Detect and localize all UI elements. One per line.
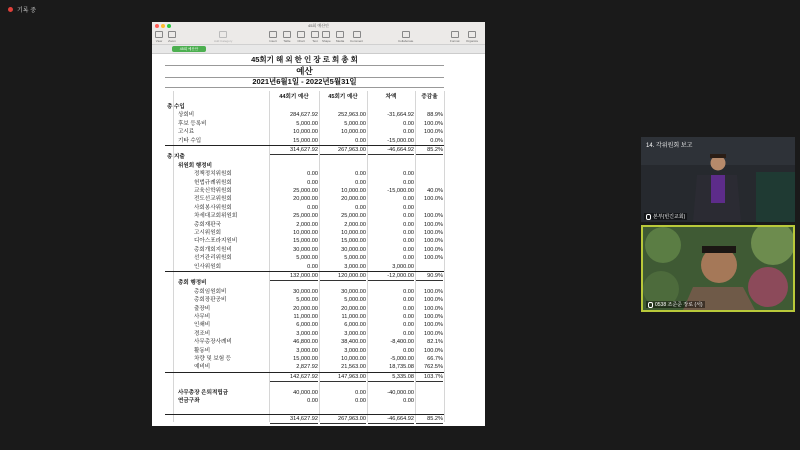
row-label: 경조비 [194,330,211,337]
table-cell: 0.00 [403,288,414,295]
table-cell: 82.1% [427,339,443,346]
table-cell [416,179,443,187]
add-category-button[interactable]: Add Category [214,31,232,43]
table-row [165,254,444,262]
toolbar-format[interactable]: Format [450,31,460,43]
row-label: 총 지출 [167,154,185,161]
row-label: 총회 행정비 [178,280,207,287]
table-cell: 314,627.92 [270,146,318,155]
table-cell: 0.00 [307,179,318,186]
table-cell: 120,000.00 [320,272,366,281]
table-cell: 5,000.00 [296,120,318,127]
video-tile-title: 14. 각위원회 보고 [646,143,693,149]
row-label: 사회봉사위원회 [194,204,232,211]
table-cell: -5,000.00 [390,356,414,362]
table-cell: 0.00 [403,255,414,262]
table-cell: 11,000.00 [341,314,366,320]
toolbar-text[interactable]: Text [311,31,319,43]
table-cell: 15,000.00 [341,238,366,245]
zoom-button[interactable]: Zoom [168,31,176,43]
table-cell: 100.0% [424,347,443,354]
table-cell: 0.00 [403,246,414,253]
table-cell: 0.00 [403,196,414,203]
row-label: 인쇄비 [194,322,211,329]
table-cell: 88.9% [427,112,443,119]
table-cell: 15,000.00 [293,238,318,245]
row-label: 사무총장사례비 [194,339,232,346]
table-cell: -40,000.00 [387,389,414,396]
table-cell: 15,000.00 [293,356,318,362]
table-cell: 5,000.00 [296,297,318,304]
table-cell: 0.00 [403,322,414,329]
toolbar [152,30,485,45]
participant-name: 0538 조준준 장로 (서) [646,301,705,308]
mic-icon [646,214,651,220]
category-icon [219,31,227,38]
row-label: 총회재판국 [194,221,222,228]
table-row [165,380,444,388]
collaborate-icon [402,31,410,38]
row-label: 고시료 [178,129,195,136]
comment-icon [353,31,361,38]
table-cell: 100.0% [424,238,443,245]
row-label: 사무비 [194,314,211,320]
table-cell: 5,000.00 [296,255,318,262]
table-row [165,288,444,296]
toolbar-shape[interactable]: Shape [322,31,331,43]
table-cell: 0.00 [403,398,414,404]
table-cell: 100.0% [424,297,443,304]
table-cell: 25,000.00 [341,213,366,220]
table-cell: 0.00 [403,230,414,236]
table-cell: 5,000.00 [344,297,366,304]
table-cell: 0.00 [307,263,318,270]
table-cell: 6,000.00 [296,322,318,329]
table-row [165,128,444,136]
table-cell: 0.00 [403,171,414,178]
table-row [165,296,444,304]
table-cell: 0.00 [307,171,318,178]
table-cell: 100.0% [424,120,443,127]
table-cell: 100.0% [424,288,443,295]
table-cell: 25,000.00 [293,188,318,194]
table-cell: -15,000.00 [387,137,414,144]
table-cell: 10,000.00 [293,230,318,236]
table-cell: 40,000.00 [293,389,318,396]
document-period: 2021년6월1일 - 2022년5월31일 [165,77,444,88]
table-cell: 0.00 [355,398,366,404]
table-cell: 0.00 [403,213,414,220]
table-cell: 2,827.92 [296,364,318,371]
table-cell: 0.00 [403,238,414,245]
recording-label: 기록 중 [17,8,37,14]
table-cell: 314,627.92 [270,415,318,424]
table-cell: 11,000.00 [293,314,318,320]
text-icon [311,31,319,38]
table-cell: 6,000.00 [344,322,366,329]
table-cell: 25,000.00 [293,213,318,220]
grid-line [444,91,445,422]
table-cell: 3,000.00 [344,263,366,270]
table-row [165,187,444,195]
table-cell [416,263,443,271]
sheet-tab[interactable]: 45회 예산안 [172,46,206,52]
view-button[interactable]: View [155,31,163,43]
table-cell: 100.0% [424,196,443,203]
table-row [165,103,444,111]
table-row [165,221,444,229]
document-subtitle: 예산 [165,65,444,78]
toolbar-chart[interactable]: Chart [297,31,305,43]
sidebar-icon [155,31,163,38]
table-cell: 0.00 [403,179,414,186]
table-cell: 40.0% [427,188,443,194]
table-cell: -15,000.00 [387,188,414,194]
table-cell: 0.00 [403,347,414,354]
table-cell: 0.00 [403,129,414,136]
row-label: 출장비 [194,305,211,312]
format-icon [451,31,459,38]
column-header: 45회기 예산 [328,94,358,100]
speaker-video [643,227,793,310]
table-cell: 10,000.00 [293,129,318,136]
table-cell: 66.7% [427,356,443,362]
toolbar-media[interactable]: Media [336,31,344,43]
table-cell: 5,000.00 [344,120,366,127]
table-row [165,170,444,178]
column-header: 44회기 예산 [279,94,309,100]
table-cell: 0.00 [403,204,414,211]
row-label: 정책정치위원회 [194,171,232,178]
table-cell: 0.00 [355,179,366,186]
row-label: 총 수입 [167,104,185,110]
table-cell: 90.9% [416,272,443,281]
table-row [165,179,444,187]
table-cell: 30,000.00 [293,288,318,295]
row-label: 전도선교위원회 [194,196,232,203]
table-row [165,137,444,145]
table-cell: 0.00 [403,314,414,320]
table-cell: 30,000.00 [293,246,318,253]
table-cell: 0.00 [403,221,414,228]
organize-icon [468,31,476,38]
table-cell [416,170,443,178]
row-label: 예비비 [194,364,211,371]
table-cell: 2,000.00 [344,221,366,228]
row-label: 디아스포라지원비 [194,238,238,245]
row-label: 위원회 행정비 [178,162,212,169]
table-row [165,162,444,170]
table-cell: 2,000.00 [296,221,318,228]
column-header: 증감율 [421,94,438,100]
table-cell: 20,000.00 [341,305,366,312]
column-header: 차액 [385,94,397,100]
participant-name: 본부(빈긴교회) [644,213,687,220]
table-cell: 100.0% [424,230,443,236]
row-label: 인사위원회 [194,263,222,270]
table-cell: 20,000.00 [341,196,366,203]
table-cell: 0.00 [355,137,366,144]
subtotal-row [165,414,444,423]
row-label: 연금구좌 [178,398,200,404]
toolbar-insert[interactable]: Insert [269,31,277,43]
row-label: 고시위원회 [194,230,222,236]
table-cell: 30,000.00 [341,246,366,253]
table-cell: 142,627.92 [270,373,318,382]
table-row [165,153,444,161]
table-row [165,321,444,329]
row-label: 후보 등록비 [178,120,207,127]
table-row [165,363,444,371]
toolbar-comment[interactable]: Comment [350,31,363,43]
table-row [165,347,444,355]
table-cell: 147,963.00 [320,373,366,382]
document-title: 45회기 해 외 한 인 장 로 회 총 회 [165,55,444,66]
table-cell: 0.00 [355,389,366,396]
table-cell: -46,664.92 [368,415,414,424]
table-cell: 5,000.00 [344,255,366,262]
table-row [165,204,444,212]
toolbar-table[interactable]: Table [283,31,291,43]
table-cell: 100.0% [424,255,443,262]
table-row [165,313,444,321]
numbers-window [152,22,485,426]
table-cell: 10,000.00 [341,230,366,236]
table-cell: 0.00 [355,171,366,178]
table-row [165,120,444,128]
table-cell: 3,000.00 [296,330,318,337]
table-row [165,263,444,271]
table-cell: 15,000.00 [293,137,318,144]
table-cell: 85.2% [416,146,443,155]
table-cell: -46,664.92 [368,146,414,155]
table-row [165,246,444,254]
table-cell: 267,963.00 [320,146,366,155]
table-cell: 21,563.00 [341,364,366,371]
table-cell: 10,000.00 [341,188,366,194]
insert-icon [269,31,277,38]
table-cell: 10,000.00 [341,129,366,136]
row-label: 총회임원회비 [194,288,227,295]
table-cell: 46,800.00 [293,339,318,346]
table-row [165,111,444,119]
table-row [165,389,444,397]
table-row [165,237,444,245]
table-cell [416,397,443,405]
table-row [165,212,444,220]
table-cell: 0.00 [307,398,318,404]
presenter-video [641,137,795,222]
recording-indicator [8,5,36,14]
table-cell: 0.00 [403,330,414,337]
table-cell: 0.00 [403,120,414,127]
table-cell: 100.0% [424,305,443,312]
row-label: 선거관리위원회 [194,255,232,262]
table-cell: 10,000.00 [341,356,366,362]
table-row [165,229,444,237]
table-cell: 100.0% [424,314,443,320]
table-cell: 762.5% [424,364,443,371]
toolbar-organize[interactable]: Organize [466,31,478,43]
table-cell: 3,000.00 [344,330,366,337]
table-cell: 85.2% [416,415,443,424]
row-label: 상회비 [178,112,195,119]
row-label: 차세대교회위원회 [194,213,238,220]
row-label: 총회장판공비 [194,297,227,304]
table-cell: 38,400.00 [341,339,366,346]
table-cell: -8,400.00 [390,339,414,346]
row-label: 활동비 [194,347,211,354]
table-cell: 0.00 [403,297,414,304]
table-row [165,330,444,338]
table-cell: -12,000.00 [368,272,414,281]
table-cell: 30,000.00 [341,288,366,295]
table-cell: 267,963.00 [320,415,366,424]
row-label: 헌법규례위원회 [194,179,232,186]
toolbar-collaborate[interactable]: Collaborate [398,31,413,43]
table-row [165,355,444,363]
table-cell: 284,627.92 [290,112,318,119]
window-title: 45회 예산안 [307,23,330,28]
table-cell: 100.0% [424,246,443,253]
sheet-tabs [152,45,485,54]
window-titlebar [152,22,485,30]
record-icon [8,7,13,12]
column-header-row [165,91,444,103]
row-label: 차량 및 보험 등 [194,356,232,362]
chart-icon [297,31,305,38]
table-cell: 100.0% [424,322,443,329]
table-cell: 100.0% [424,213,443,220]
video-tile-speaker[interactable] [641,225,795,312]
table-cell: 20,000.00 [293,196,318,203]
zoom-icon [168,31,176,38]
table-cell: 0.00 [403,305,414,312]
row-label: 교육신학위원회 [194,188,232,194]
row-label: 총회개회지원비 [194,246,232,253]
video-tile-presenter[interactable] [641,137,795,222]
table-cell: 0.0% [430,137,443,144]
table-icon [283,31,291,38]
mic-icon [648,302,653,308]
table-cell [416,204,443,212]
table-row [165,338,444,346]
table-cell: 3,000.00 [296,347,318,354]
media-icon [336,31,344,38]
table-row [165,195,444,203]
table-cell: 252,963.00 [338,112,366,119]
table-cell: 0.00 [355,204,366,211]
table-cell: 100.0% [424,330,443,337]
table-cell [416,389,443,397]
row-label: 사무총장 은퇴적립금 [178,389,229,396]
table-cell: 0.00 [307,204,318,211]
row-label: 기타 수입 [178,137,202,144]
table-cell: 103.7% [416,373,443,382]
table-cell: 100.0% [424,129,443,136]
table-cell: 18,735.08 [389,364,414,371]
table-cell: 132,000.00 [270,272,318,281]
table-cell: 3,000.00 [344,347,366,354]
table-cell: -31,664.92 [387,112,414,119]
shape-icon [322,31,330,38]
table-row [165,279,444,287]
table-cell: 3,000.00 [392,263,414,270]
table-row [165,305,444,313]
table-cell: 5,335.08 [368,373,414,382]
table-row [165,397,444,405]
table-row [165,405,444,413]
table-cell: 20,000.00 [293,305,318,312]
table-cell: 100.0% [424,221,443,228]
